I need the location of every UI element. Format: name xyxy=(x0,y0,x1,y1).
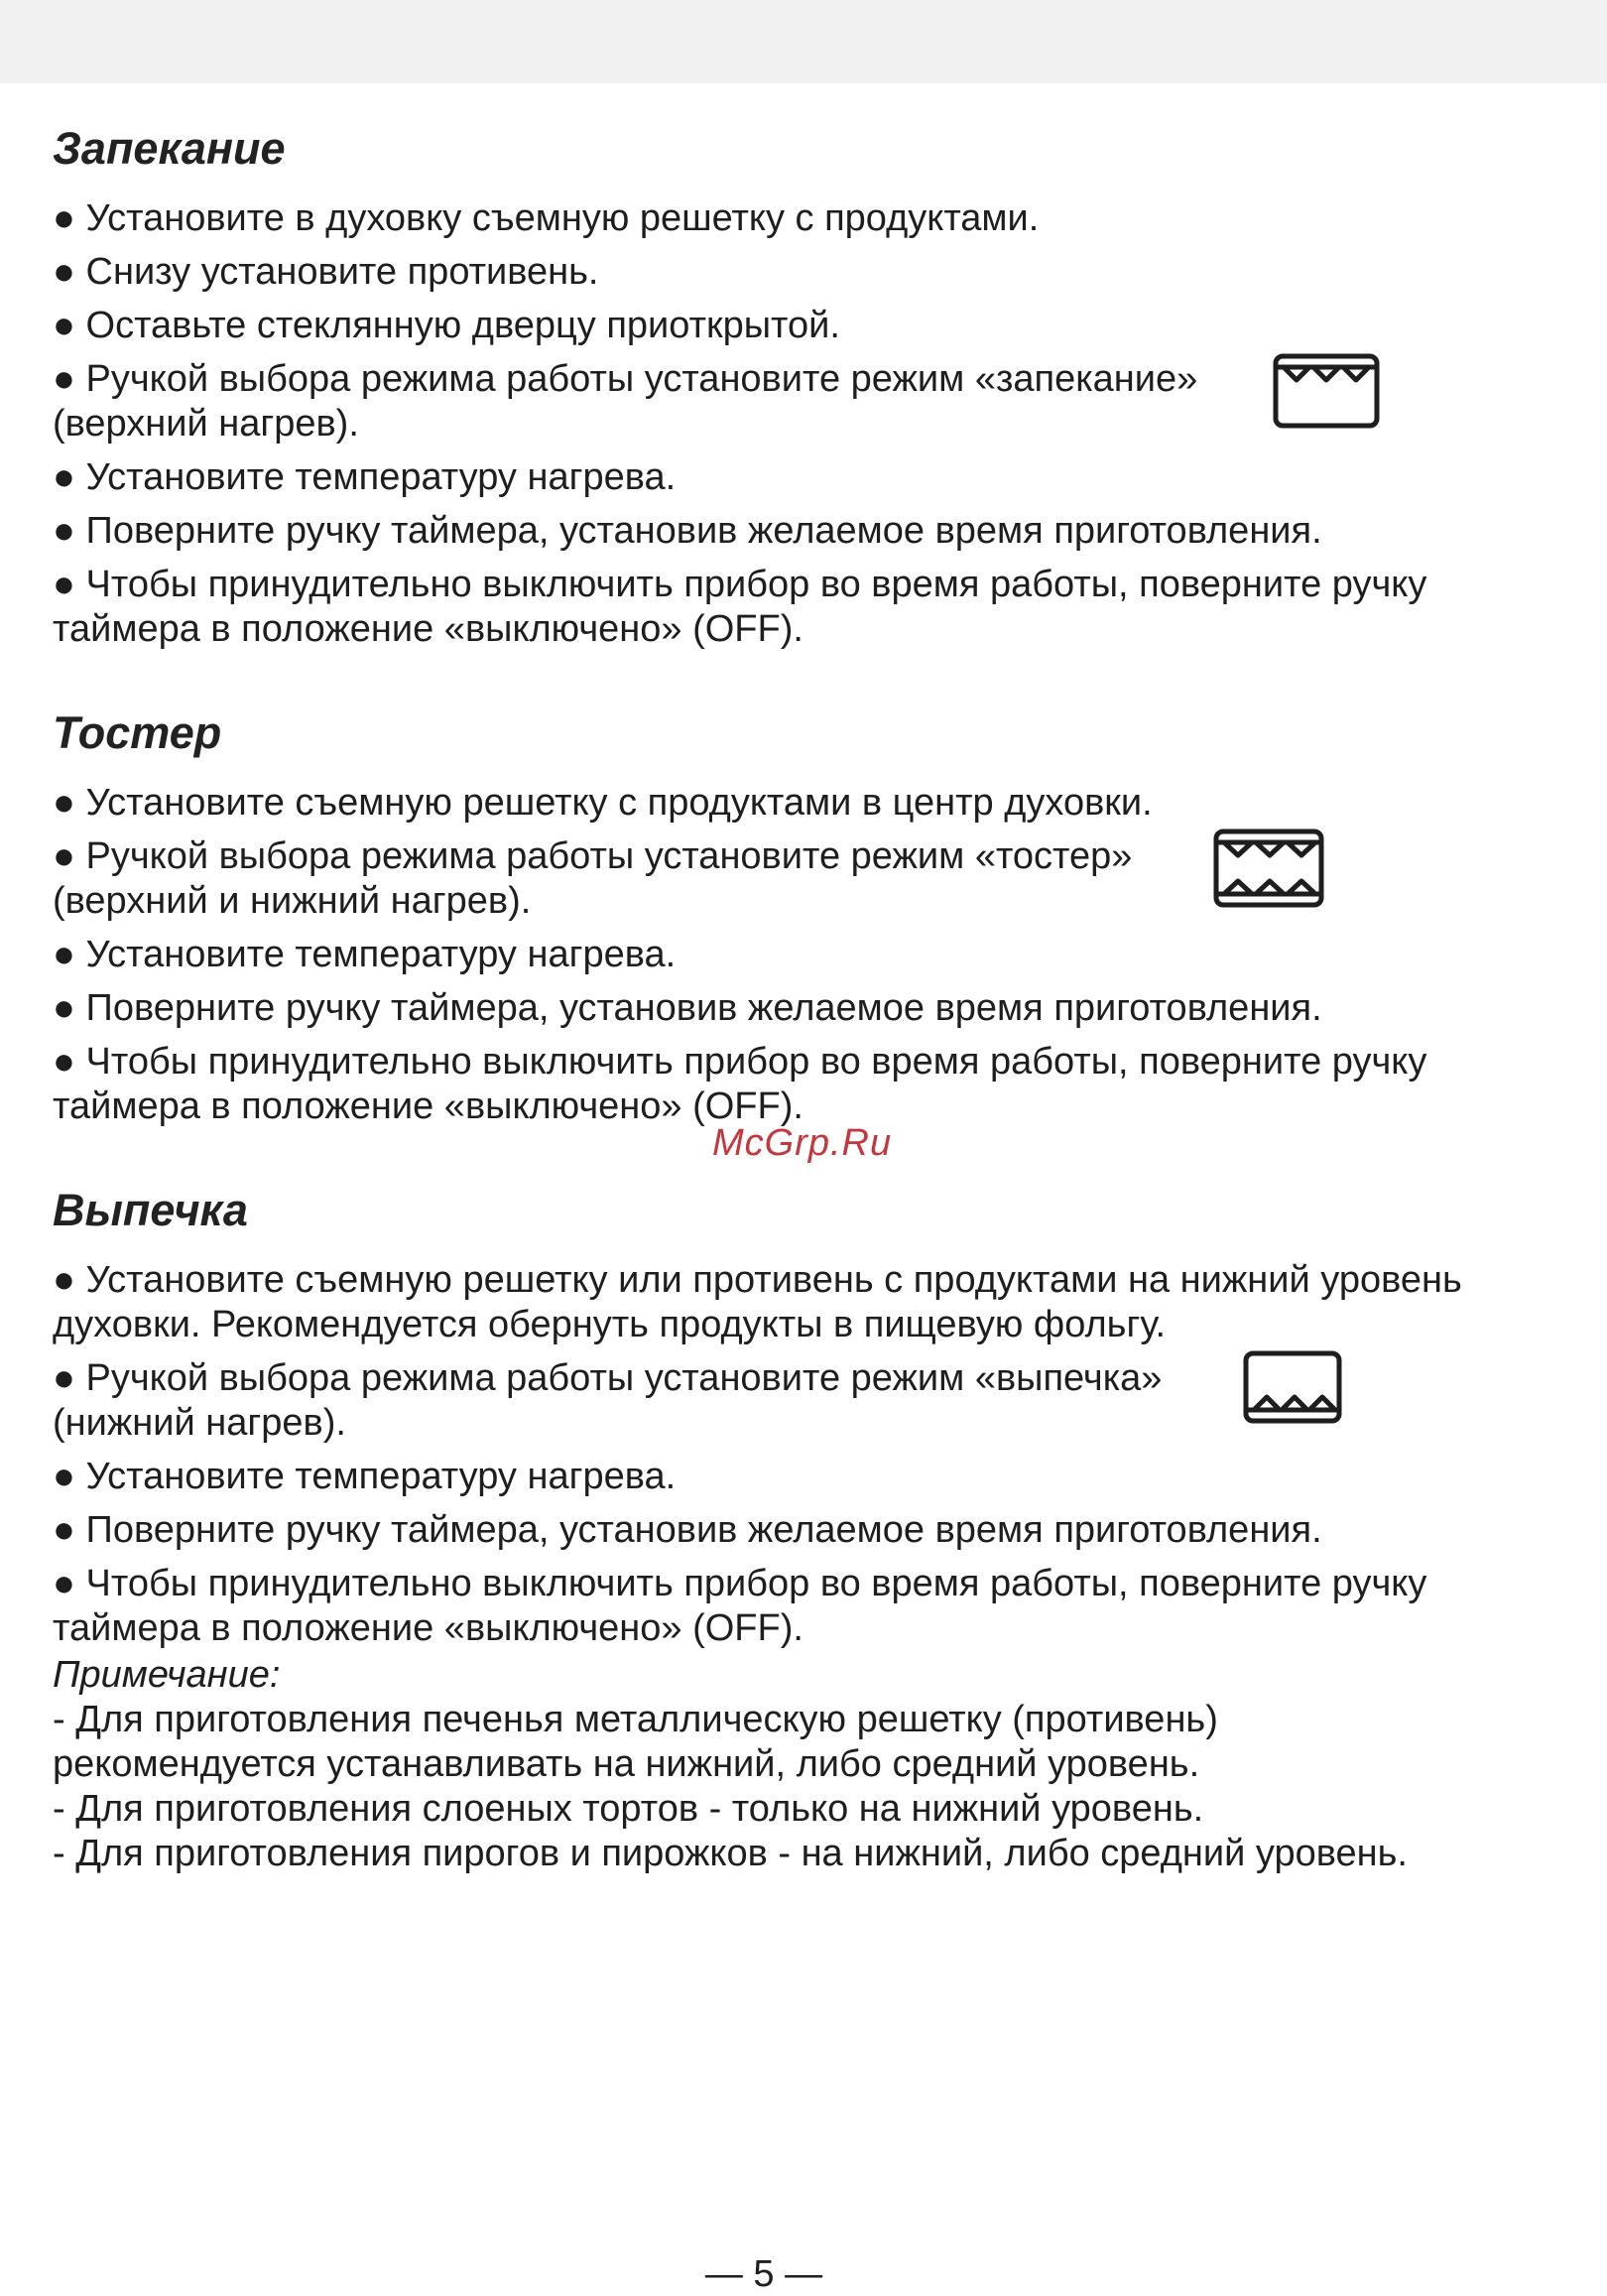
document-body xyxy=(53,119,1560,1876)
list-item-continuation: (верхний и нижний нагрев). xyxy=(53,880,532,922)
list-item-continuation: (нижний нагрев). xyxy=(53,1402,346,1444)
watermark: McGrp.Ru xyxy=(712,1122,893,1164)
oven-top-bottom-heat-icon xyxy=(1213,829,1324,908)
list-item: ● Ручкой выбора режима работы установите режим «выпечка» xyxy=(53,1357,1163,1399)
list-item: ● Ручкой выбора режима работы установите режим «запекание» xyxy=(53,358,1198,400)
list-item: ● Поверните ручку таймера, установив желаемое время приготовления. xyxy=(53,1509,1322,1551)
list-item-continuation: таймера в положение «выключено» (OFF). xyxy=(53,1607,804,1649)
list-item: ● Чтобы принудительно выключить прибор во время работы, поверните ручку xyxy=(53,1041,1427,1083)
list-item-continuation: таймера в положение «выключено» (OFF). xyxy=(53,1085,804,1127)
list-item: ● Поверните ручку таймера, установив желаемое время приготовления. xyxy=(53,987,1322,1029)
note-title: Примечание: xyxy=(53,1654,281,1696)
page-number: — 5 — xyxy=(704,2253,823,2295)
list-item: ● Установите температуру нагрева. xyxy=(53,456,677,498)
section-title: Запекание xyxy=(53,123,286,174)
section-title: Тостер xyxy=(53,707,222,758)
note-line: - Для приготовления печенья металлическую решетку (противень) xyxy=(53,1699,1218,1740)
list-item: ● Установите в духовку съемную решетку с продуктами. xyxy=(53,197,1040,239)
section-title: Выпечка xyxy=(53,1185,248,1235)
list-item-continuation: (верхний нагрев). xyxy=(53,403,359,445)
note-line: рекомендуется устанавливать на нижний, либо средний уровень. xyxy=(53,1743,1200,1785)
list-item: ● Установите температуру нагрева. xyxy=(53,1456,677,1497)
section-zapekanie xyxy=(53,119,1560,652)
list-item-continuation: таймера в положение «выключено» (OFF). xyxy=(53,608,804,650)
list-item-continuation: духовки. Рекомендуется обернуть продукты в пищевую фольгу. xyxy=(53,1304,1167,1345)
note-line: - Для приготовления пирогов и пирожков - на нижний, либо средний уровень. xyxy=(53,1833,1408,1874)
list-item: ● Установите температуру нагрева. xyxy=(53,934,677,975)
list-item: ● Установите съемную решетку или противень с продуктами на нижний уровень xyxy=(53,1259,1462,1301)
list-item: ● Ручкой выбора режима работы установите режим «тостер» xyxy=(53,835,1133,877)
list-item: ● Чтобы принудительно выключить прибор во время работы, поверните ручку xyxy=(53,564,1427,605)
section-toster xyxy=(53,703,1560,1129)
page-top-band xyxy=(0,0,1607,83)
oven-bottom-heat-icon xyxy=(1243,1350,1342,1424)
list-item: ● Поверните ручку таймера, установив желаемое время приготовления. xyxy=(53,510,1322,552)
list-item: ● Снизу установите противень. xyxy=(53,251,599,293)
list-item: ● Установите съемную решетку с продуктами в центр духовки. xyxy=(53,782,1153,824)
section-vypechka xyxy=(53,1181,1560,1876)
oven-top-heat-icon xyxy=(1273,353,1380,429)
note-line: - Для приготовления слоеных тортов - только на нижний уровень. xyxy=(53,1788,1204,1830)
list-item: ● Оставьте стеклянную дверцу приоткрытой. xyxy=(53,305,840,346)
list-item: ● Чтобы принудительно выключить прибор во время работы, поверните ручку xyxy=(53,1563,1427,1604)
